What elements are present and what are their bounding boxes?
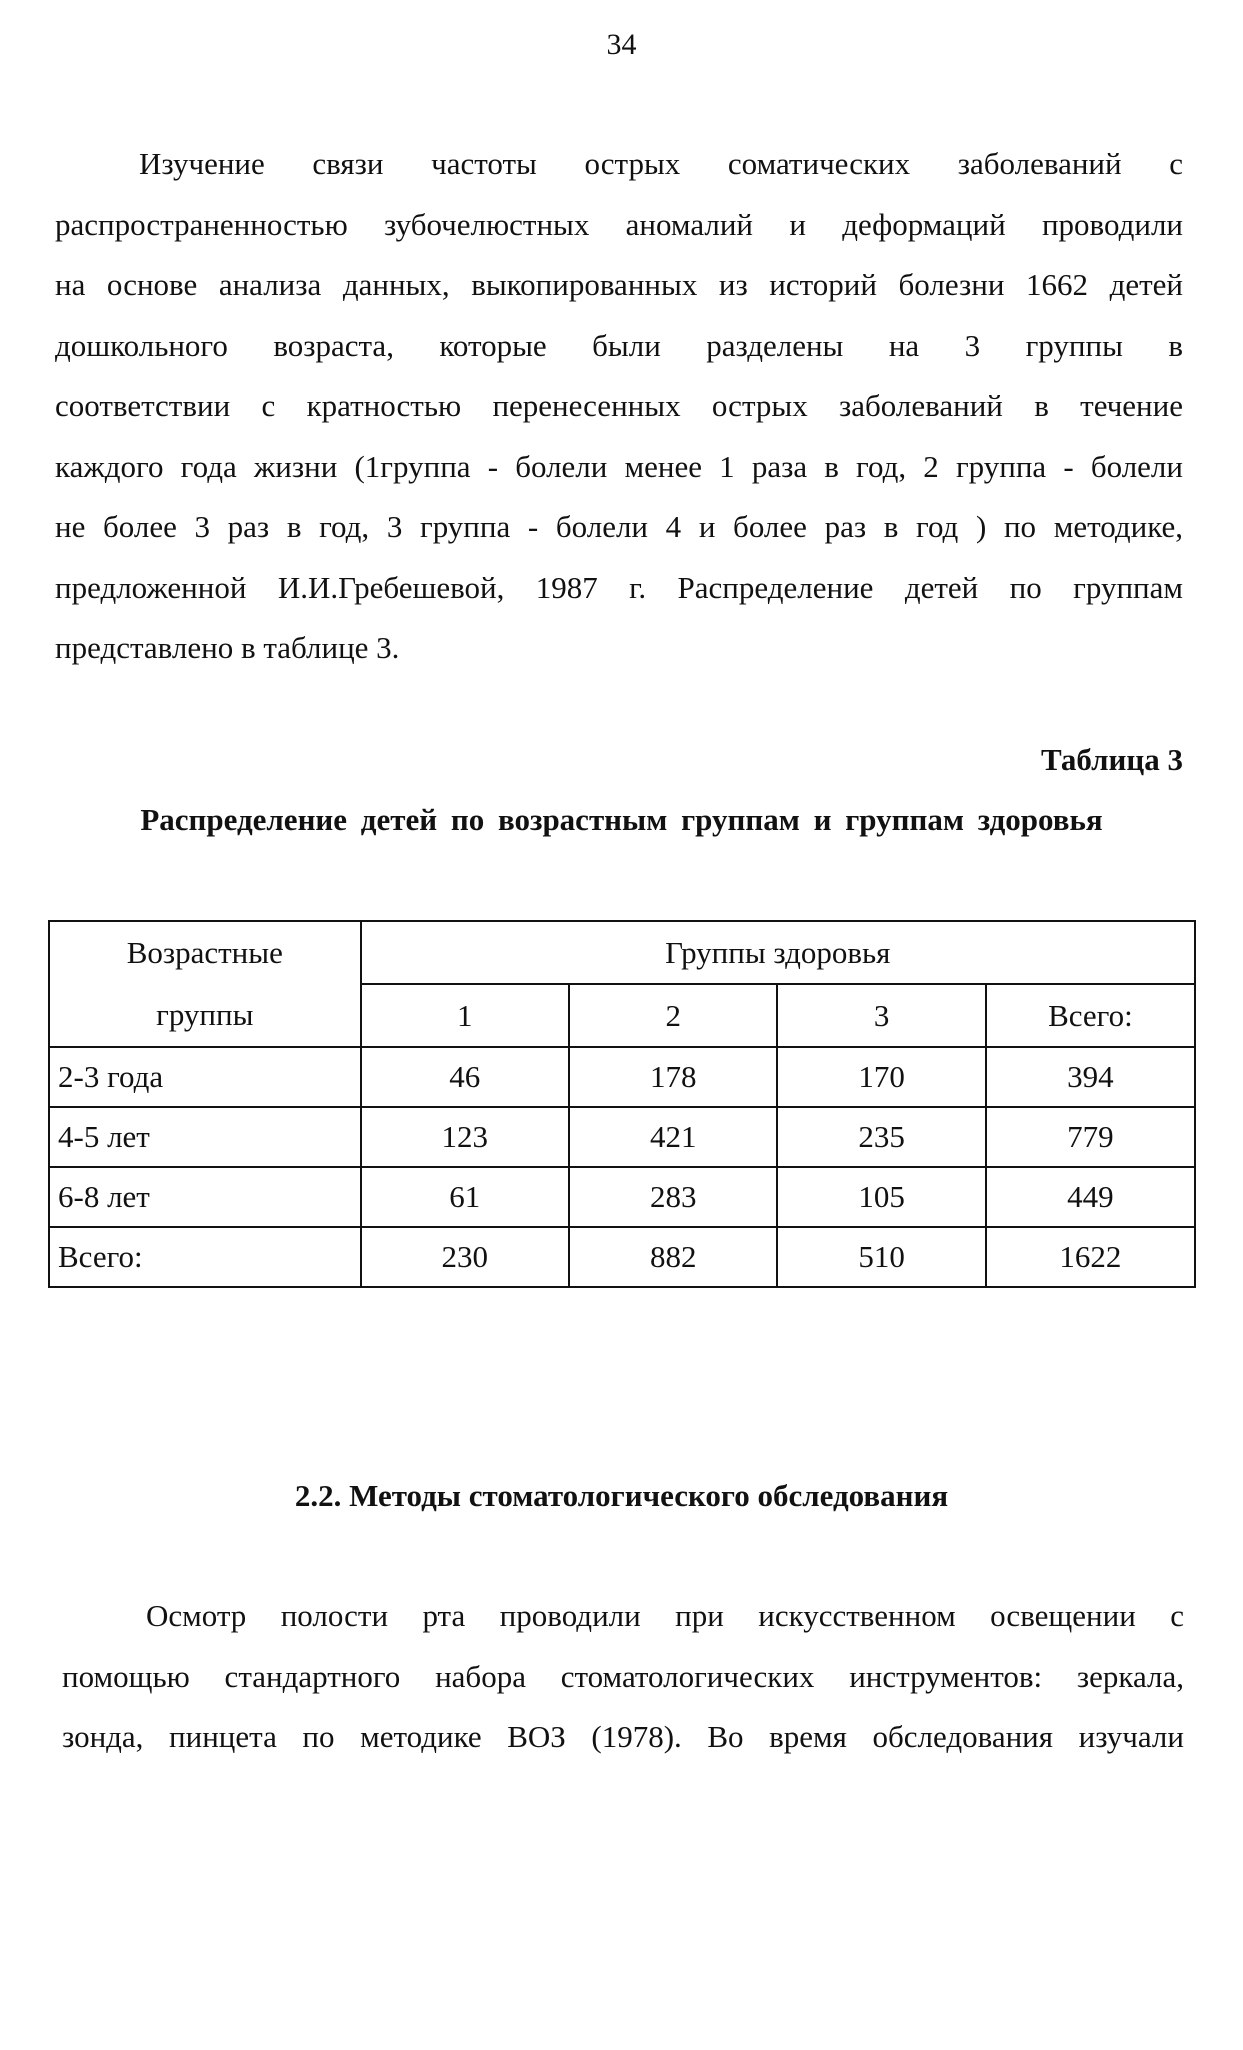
table-cell: 123 (361, 1107, 569, 1167)
row-label: 4-5 лет (49, 1107, 361, 1167)
row-label: 2-3 года (49, 1047, 361, 1107)
paragraph-line: на основе анализа данных, выкопированных из историй болезни 1662 детей (55, 267, 1183, 302)
paragraph-line: Изучение связи частоты острых соматических заболеваний с (139, 146, 1183, 181)
group-column-header: 1 (361, 984, 569, 1047)
table-cell: 394 (986, 1047, 1195, 1107)
table-cell: 235 (777, 1107, 985, 1167)
table-cell: 1622 (986, 1227, 1195, 1287)
table-cell: 105 (777, 1167, 985, 1227)
group-column-header: 2 (569, 984, 777, 1047)
table-row (49, 1047, 1195, 1107)
paragraph-line: не более 3 раз в год, 3 группа - болели 4 и более раз в год ) по методике, (55, 509, 1183, 544)
table-cell: 421 (569, 1107, 777, 1167)
row-label: Всего: (49, 1227, 361, 1287)
methods-paragraph (62, 1586, 1184, 1768)
table-cell: 449 (986, 1167, 1195, 1227)
group-column-header: Всего: (986, 984, 1195, 1047)
group-column-header: 3 (777, 984, 985, 1047)
age-health-table (48, 920, 1196, 1288)
paragraph-line: дошкольного возраста, которые были разделены на 3 группы в (55, 327, 1183, 363)
age-header-line2: группы (156, 997, 254, 1032)
table-cell: 779 (986, 1107, 1195, 1167)
age-header-line1: Возрастные (126, 935, 283, 970)
paragraph-line: зонда, пинцета по методике ВОЗ (1978). Во время обследования изучали (62, 1719, 1184, 1754)
table-row (49, 1107, 1195, 1167)
health-groups-header: Группы здоровья (361, 921, 1195, 984)
table-row (49, 1167, 1195, 1227)
table-header-row (49, 921, 1195, 984)
intro-paragraph (55, 134, 1183, 679)
section-title: 2.2. Методы стоматологического обследования (294, 1478, 949, 1513)
age-groups-header (49, 921, 361, 1047)
paragraph-line: представлено в таблице 3. (55, 630, 400, 665)
table-cell: 882 (569, 1227, 777, 1287)
table-cell: 230 (361, 1227, 569, 1287)
table-cell: 46 (361, 1047, 569, 1107)
paragraph-line: распространенностью зубочелюстных аномалий и деформаций проводили (55, 206, 1183, 242)
table-cell: 283 (569, 1167, 777, 1227)
table-cell: 170 (777, 1047, 985, 1107)
paragraph-line: соответствии с кратностью перенесенных острых заболеваний в течение (55, 388, 1183, 423)
table-cell: 61 (361, 1167, 569, 1227)
paragraph-line: предложенной И.И.Гребешевой, 1987 г. Распределение детей по группам (55, 569, 1183, 605)
table-cell: 510 (777, 1227, 985, 1287)
table-cell: 178 (569, 1047, 777, 1107)
paragraph-line: Осмотр полости рта проводили при искусственном освещении с (146, 1598, 1184, 1633)
paragraph-line: каждого года жизни (1группа - болели менее 1 раза в год, 2 группа - болели (55, 448, 1183, 484)
paragraph-line: помощью стандартного набора стоматологических инструментов: зеркала, (62, 1658, 1184, 1694)
table-title: Распределение детей по возрастным группам и группам здоровья (140, 802, 1103, 837)
page-number: 34 (606, 28, 637, 61)
row-label: 6-8 лет (49, 1167, 361, 1227)
table-label: Таблица 3 (1041, 742, 1183, 777)
table-total-row (49, 1227, 1195, 1287)
